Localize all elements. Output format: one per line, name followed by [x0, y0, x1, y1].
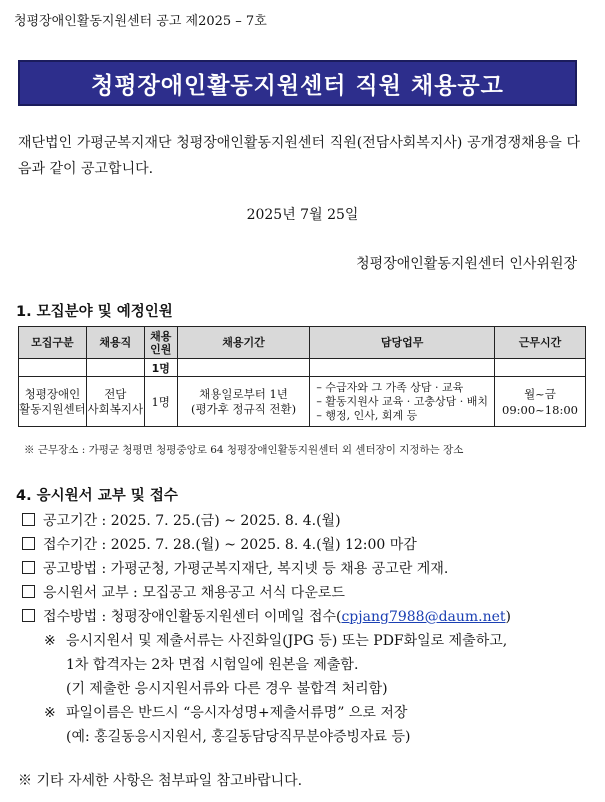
- notice-number: 청평장애인활동지원센터 공고 제2025 – 7호: [14, 14, 267, 29]
- section1-heading: 1. 모집분야 및 예정인원: [16, 304, 173, 320]
- item-text: 공고기간 : 2025. 7. 25.(금) ~ 2025. 8. 4.(월): [43, 513, 341, 529]
- reference-mark-icon: ※: [44, 633, 56, 649]
- duty-item: – 활동지원사 교육 · 고충상담 · 배치: [316, 394, 489, 408]
- note-text: 응시지원서 및 제출서류는 사진화일(JPG 등) 또는 PDF화일로 제출하고,: [66, 633, 508, 649]
- section4-heading: 4. 응시원서 교부 및 접수: [16, 488, 178, 504]
- note-line: [22, 653, 592, 677]
- note-text: 1차 합격자는 2차 면접 시험일에 원본을 제출함.: [66, 657, 359, 673]
- workplace-note: ※ 근무장소 : 가평군 청평면 청평중앙로 64 청평장애인활동지원센터 외 센터장이 지정하는 장소: [24, 444, 464, 456]
- issuer: 청평장애인활동지원센터 인사위원장: [356, 256, 577, 272]
- checkbox-square-icon: [22, 561, 35, 574]
- note-line: [22, 701, 592, 725]
- header-count: [144, 327, 177, 359]
- cell-hours-text: 월~금 09:00~18:00: [502, 386, 578, 417]
- cell-position-text: 전담 사회복지사: [87, 386, 144, 416]
- note-text: 파일이름은 반드시 “응시자성명+제출서류명” 으로 저장: [66, 705, 408, 721]
- note-line: [22, 725, 592, 749]
- cell-position: [86, 377, 144, 427]
- note-text: (기 제출한 응시지원서류와 다른 경우 불합격 처리함): [66, 681, 388, 697]
- checkbox-square-icon: [22, 609, 35, 622]
- cell-hours: [494, 377, 585, 427]
- checkbox-square-icon: [22, 585, 35, 598]
- application-items: [22, 509, 592, 749]
- item-text-close: ): [505, 609, 512, 625]
- table-row: [19, 377, 586, 427]
- item-text: 응시원서 교부 : 모집공고 채용공고 서식 다운로드: [43, 585, 345, 601]
- table-total-row: [19, 359, 586, 377]
- checkbox-square-icon: [22, 537, 35, 550]
- header-period: 채용기간: [177, 327, 310, 359]
- cell-category-text: 청평장애인 활동지원센터: [19, 386, 86, 416]
- note-text: (예: 홍길동응시지원서, 홍길동담당직무분야증빙자료 등): [66, 729, 411, 745]
- intro-paragraph: 재단법인 가평군복지재단 청평장애인활동지원센터 직원(전담사회복지사) 공개경쟁채용을 다음과 같이 공고합니다.: [18, 135, 580, 177]
- list-item: [22, 533, 592, 557]
- header-category: 모집구분: [19, 327, 87, 359]
- cell-count: 1명: [144, 377, 177, 427]
- checkbox-square-icon: [22, 513, 35, 526]
- header-hours: 근무시간: [494, 327, 585, 359]
- duty-item: – 수급자와 그 가족 상담 · 교육: [316, 380, 464, 394]
- item-text: 공고방법 : 가평군청, 가평군복지재단, 복지넷 등 채용 공고란 게재.: [43, 561, 449, 577]
- item-text: 접수방법 : 청평장애인활동지원센터 이메일 접수(: [43, 609, 342, 625]
- header-duties: 담당업무: [310, 327, 495, 359]
- header-position: 채용직: [86, 327, 144, 359]
- reference-mark-icon: ※: [44, 705, 56, 721]
- note-line: [22, 677, 592, 701]
- cell-duties: [310, 377, 495, 427]
- recruitment-table: [18, 326, 586, 427]
- cell-category: [19, 377, 87, 427]
- note-line: [22, 629, 592, 653]
- email-link[interactable]: cpjang7988@daum.net: [341, 609, 506, 625]
- cell-period: [177, 377, 310, 427]
- list-item: [22, 605, 592, 629]
- cell-period-text: 채용일로부터 1년 (평가후 정규직 전환): [190, 386, 297, 416]
- list-item: [22, 581, 592, 605]
- notice-date: 2025년 7월 25일: [246, 207, 359, 223]
- list-item: [22, 509, 592, 533]
- footer-note: ※ 기타 자세한 사항은 첨부파일 참고바랍니다.: [18, 773, 303, 789]
- item-text: 접수기간 : 2025. 7. 28.(월) ~ 2025. 8. 4.(월) 12:00 마감: [43, 537, 417, 553]
- duty-item: – 행정, 인사, 회계 등: [316, 408, 418, 422]
- page-title: 청평장애인활동지원센터 직원 채용공고: [18, 60, 577, 106]
- list-item: [22, 557, 592, 581]
- header-count-text: 채용 인원: [150, 329, 172, 356]
- total-count: 1명: [144, 359, 177, 377]
- table-header-row: [19, 327, 586, 359]
